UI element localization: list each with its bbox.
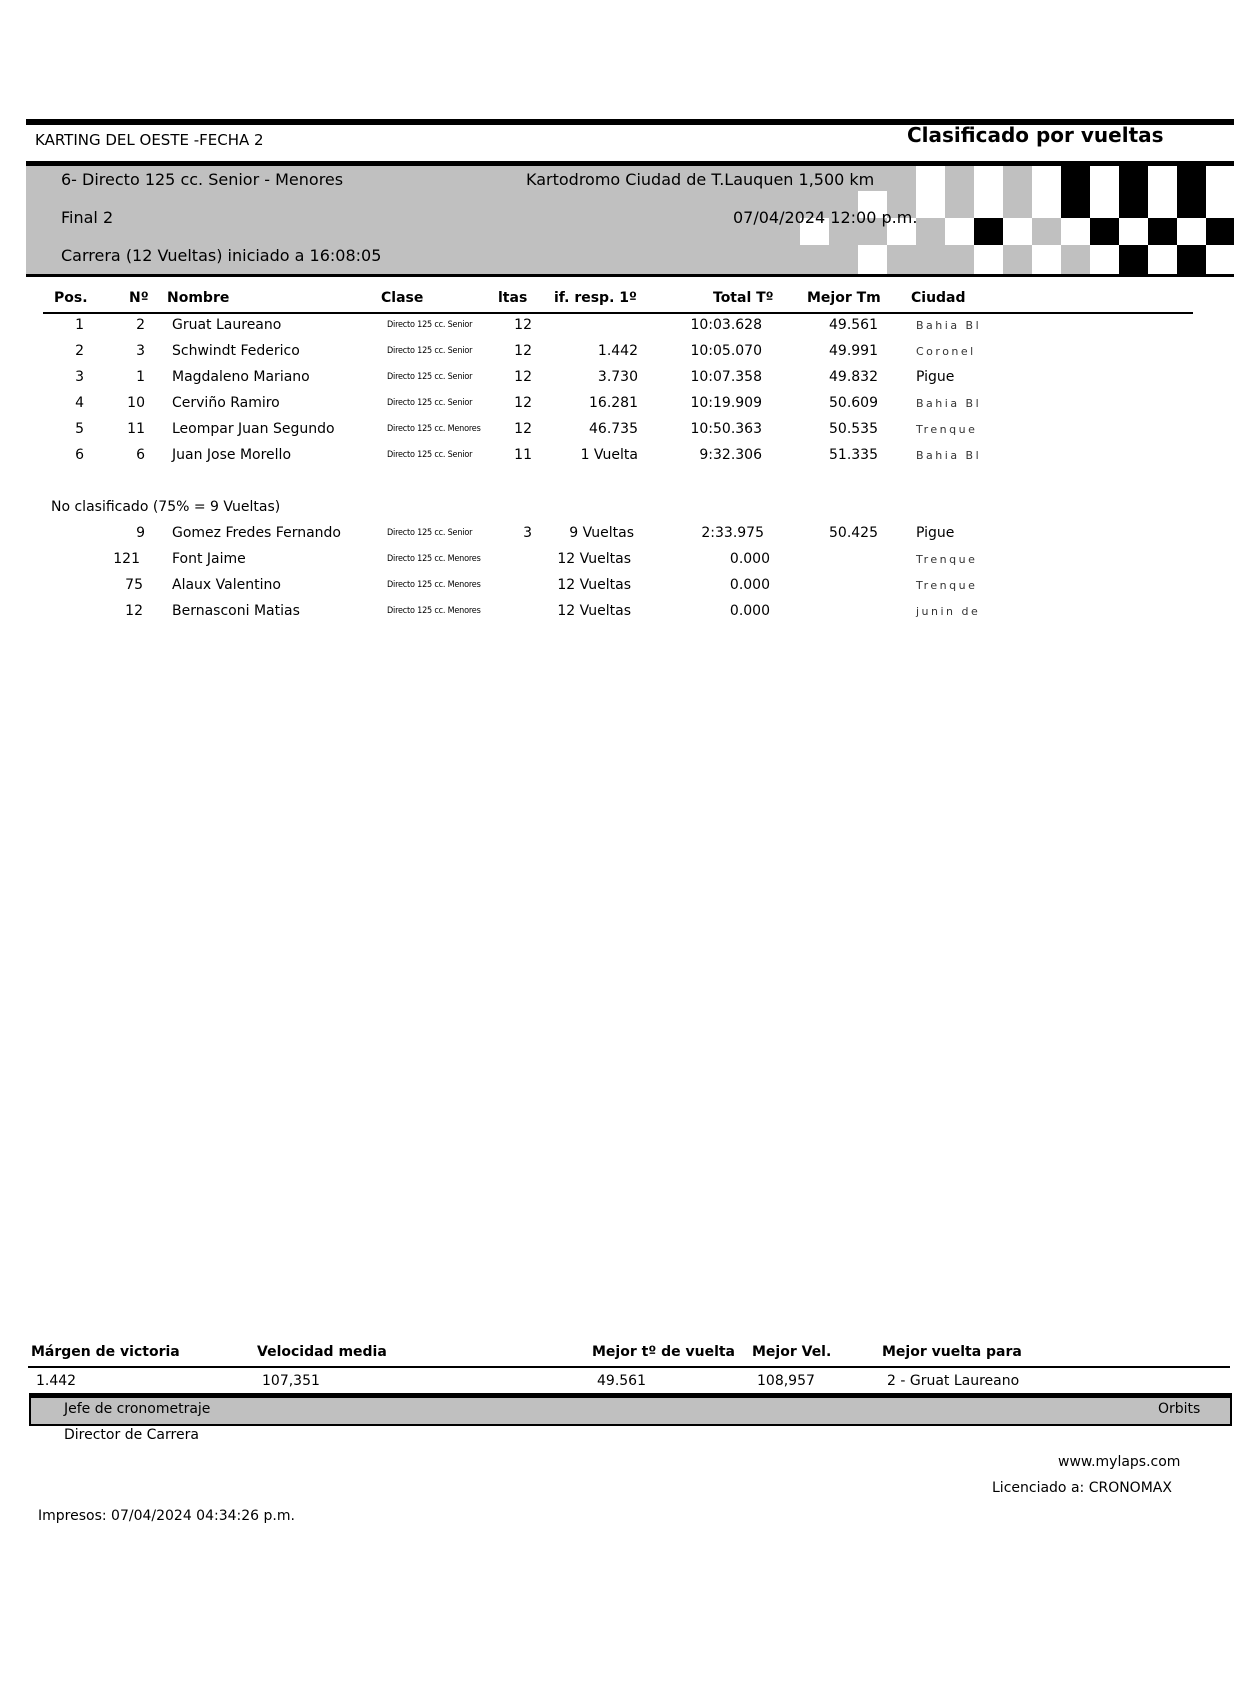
name-cell: Bernasconi Matias (172, 603, 300, 619)
event-name: KARTING DEL OESTE -FECHA 2 (35, 131, 264, 149)
best-lap-for-value: 2 - Gruat Laureano (887, 1373, 1020, 1389)
diff-cell: 16.281 (589, 395, 638, 411)
flag-square (916, 166, 945, 193)
name-cell: Leompar Juan Segundo (172, 421, 335, 437)
flag-square (1177, 191, 1206, 218)
flag-square (945, 218, 974, 245)
city-cell: junin de (916, 605, 981, 618)
name-cell: Gomez Fredes Fernando (172, 525, 341, 541)
flag-square (1206, 245, 1234, 274)
timekeeper-label: Jefe de cronometraje (64, 1401, 211, 1417)
average-speed-label: Velocidad media (257, 1344, 387, 1360)
laps-cell: 12 (514, 317, 532, 333)
flag-square (1090, 218, 1119, 245)
col-header-num: Nº (129, 290, 149, 306)
best-cell: 50.535 (829, 421, 878, 437)
num-cell: 12 (125, 603, 143, 619)
laps-cell: 12 (514, 421, 532, 437)
class-cell: Directo 125 cc. Menores (387, 580, 481, 590)
flag-square (858, 245, 887, 274)
flag-square (1119, 191, 1148, 218)
city-cell: Coronel (916, 345, 976, 358)
flag-square (1061, 191, 1090, 218)
flag-square (1090, 245, 1119, 274)
col-header-total: Total Tº (713, 290, 774, 306)
num-cell: 11 (127, 421, 145, 437)
class-cell: Directo 125 cc. Senior (387, 450, 473, 460)
best-cell: 51.335 (829, 447, 878, 463)
laps-cell: 3 (523, 525, 532, 541)
total-cell: 10:19.909 (690, 395, 762, 411)
class-cell: Directo 125 cc. Menores (387, 554, 481, 564)
flag-square (916, 191, 945, 218)
website-link[interactable]: www.mylaps.com (1058, 1454, 1181, 1470)
laps-cell: 11 (514, 447, 532, 463)
flag-square (1003, 218, 1032, 245)
race-director-label: Director de Carrera (64, 1427, 199, 1443)
flag-square (1061, 166, 1090, 193)
col-header-city: Ciudad (911, 290, 966, 306)
diff-cell: 1 Vuelta (580, 447, 638, 463)
best-speed-value: 108,957 (757, 1373, 815, 1389)
name-cell: Cerviño Ramiro (172, 395, 280, 411)
name-cell: Font Jaime (172, 551, 246, 567)
not-classified-label: No clasificado (75% = 9 Vueltas) (51, 499, 281, 515)
table-header-rule (43, 312, 1193, 314)
flag-square (974, 245, 1003, 274)
total-cell: 10:07.358 (690, 369, 762, 385)
city-cell: Trenque (916, 423, 978, 436)
laps-cell: 12 (514, 369, 532, 385)
flag-square (1032, 166, 1061, 193)
total-cell: 0.000 (729, 603, 770, 619)
flag-square (1061, 218, 1090, 245)
col-header-laps: ltas (498, 290, 528, 306)
best-lap-for-label: Mejor vuelta para (882, 1344, 1022, 1360)
col-header-class: Clase (381, 290, 424, 306)
num-cell: 121 (113, 551, 140, 567)
col-header-pos: Pos. (54, 290, 88, 306)
flag-square (974, 166, 1003, 193)
flag-square (1177, 166, 1206, 193)
diff-cell: 46.735 (589, 421, 638, 437)
diff-cell: 3.730 (597, 369, 638, 385)
header-bottom-rule (26, 274, 1234, 277)
best-speed-label: Mejor Vel. (752, 1344, 832, 1360)
num-cell: 6 (136, 447, 145, 463)
num-cell: 10 (127, 395, 145, 411)
class-cell: Directo 125 cc. Senior (387, 346, 473, 356)
city-cell: Trenque (916, 579, 978, 592)
pos-cell: 5 (75, 421, 84, 437)
pos-cell: 6 (75, 447, 84, 463)
flag-square (1032, 245, 1061, 274)
class-cell: Directo 125 cc. Menores (387, 424, 481, 434)
class-cell: Directo 125 cc. Senior (387, 528, 473, 538)
flag-square (974, 191, 1003, 218)
diff-cell: 12 Vueltas (557, 577, 631, 593)
best-cell: 49.832 (829, 369, 878, 385)
license-label: Licenciado a: CRONOMAX (992, 1480, 1172, 1496)
flag-square (1032, 191, 1061, 218)
category-name: 6- Directo 125 cc. Senior - Menores (61, 170, 344, 189)
track-name: Kartodromo Ciudad de T.Lauquen 1,500 km (526, 170, 875, 189)
session-datetime: 07/04/2024 12:00 p.m. (733, 208, 918, 227)
city-cell: Pigue (916, 369, 955, 385)
flag-square (1090, 166, 1119, 193)
class-cell: Directo 125 cc. Senior (387, 372, 473, 382)
city-cell: Pigue (916, 525, 955, 541)
total-cell: 0.000 (729, 577, 770, 593)
total-cell: 2:33.975 (701, 525, 764, 541)
printed-timestamp: Impresos: 07/04/2024 04:34:26 p.m. (38, 1508, 295, 1524)
class-cell: Directo 125 cc. Senior (387, 398, 473, 408)
best-cell: 49.991 (829, 343, 878, 359)
system-label: Orbits (1158, 1401, 1201, 1417)
pos-cell: 2 (75, 343, 84, 359)
name-cell: Magdaleno Mariano (172, 369, 310, 385)
num-cell: 2 (136, 317, 145, 333)
city-cell: Trenque (916, 553, 978, 566)
flag-square (1148, 245, 1177, 274)
col-header-name: Nombre (167, 290, 230, 306)
best-cell: 50.609 (829, 395, 878, 411)
flag-square (974, 218, 1003, 245)
flag-square (1206, 218, 1234, 245)
best-lap-label: Mejor tº de vuelta (592, 1344, 736, 1360)
flag-square (1119, 218, 1148, 245)
flag-square (1206, 191, 1234, 218)
flag-square (1148, 218, 1177, 245)
name-cell: Schwindt Federico (172, 343, 300, 359)
race-info: Carrera (12 Vueltas) iniciado a 16:08:05 (61, 246, 382, 265)
pos-cell: 3 (75, 369, 84, 385)
class-cell: Directo 125 cc. Senior (387, 320, 473, 330)
num-cell: 3 (136, 343, 145, 359)
laps-cell: 12 (514, 395, 532, 411)
diff-cell: 12 Vueltas (557, 551, 631, 567)
flag-square (1148, 191, 1177, 218)
pos-cell: 1 (75, 317, 84, 333)
margin-label: Márgen de victoria (31, 1344, 180, 1360)
city-cell: Bahia Bl (916, 319, 982, 332)
best-lap-value: 49.561 (597, 1373, 646, 1389)
name-cell: Alaux Valentino (172, 577, 281, 593)
total-cell: 9:32.306 (699, 447, 762, 463)
num-cell: 75 (125, 577, 143, 593)
total-cell: 0.000 (729, 551, 770, 567)
flag-square (1206, 166, 1234, 193)
diff-cell: 9 Vueltas (569, 525, 634, 541)
diff-cell: 12 Vueltas (557, 603, 631, 619)
name-cell: Juan Jose Morello (172, 447, 292, 463)
flag-square (1090, 191, 1119, 218)
diff-cell: 1.442 (597, 343, 638, 359)
class-cell: Directo 125 cc. Menores (387, 606, 481, 616)
flag-square (1177, 218, 1206, 245)
num-cell: 9 (136, 525, 145, 541)
report-title: Clasificado por vueltas (907, 123, 1164, 147)
best-cell: 49.561 (829, 317, 878, 333)
margin-value: 1.442 (36, 1373, 77, 1389)
total-cell: 10:05.070 (690, 343, 762, 359)
flag-square (1119, 245, 1148, 274)
pos-cell: 4 (75, 395, 84, 411)
laps-cell: 12 (514, 343, 532, 359)
total-cell: 10:50.363 (690, 421, 762, 437)
name-cell: Gruat Laureano (172, 317, 282, 333)
city-cell: Bahia Bl (916, 397, 982, 410)
best-cell: 50.425 (829, 525, 878, 541)
flag-square (1177, 245, 1206, 274)
col-header-best: Mejor Tm (807, 290, 881, 306)
flag-square (1148, 166, 1177, 193)
city-cell: Bahia Bl (916, 449, 982, 462)
flag-square (1119, 166, 1148, 193)
num-cell: 1 (136, 369, 145, 385)
col-header-diff: if. resp. 1º (554, 290, 637, 306)
summary-rule (28, 1366, 1230, 1368)
average-speed-value: 107,351 (262, 1373, 320, 1389)
total-cell: 10:03.628 (690, 317, 762, 333)
session-name: Final 2 (61, 208, 114, 227)
